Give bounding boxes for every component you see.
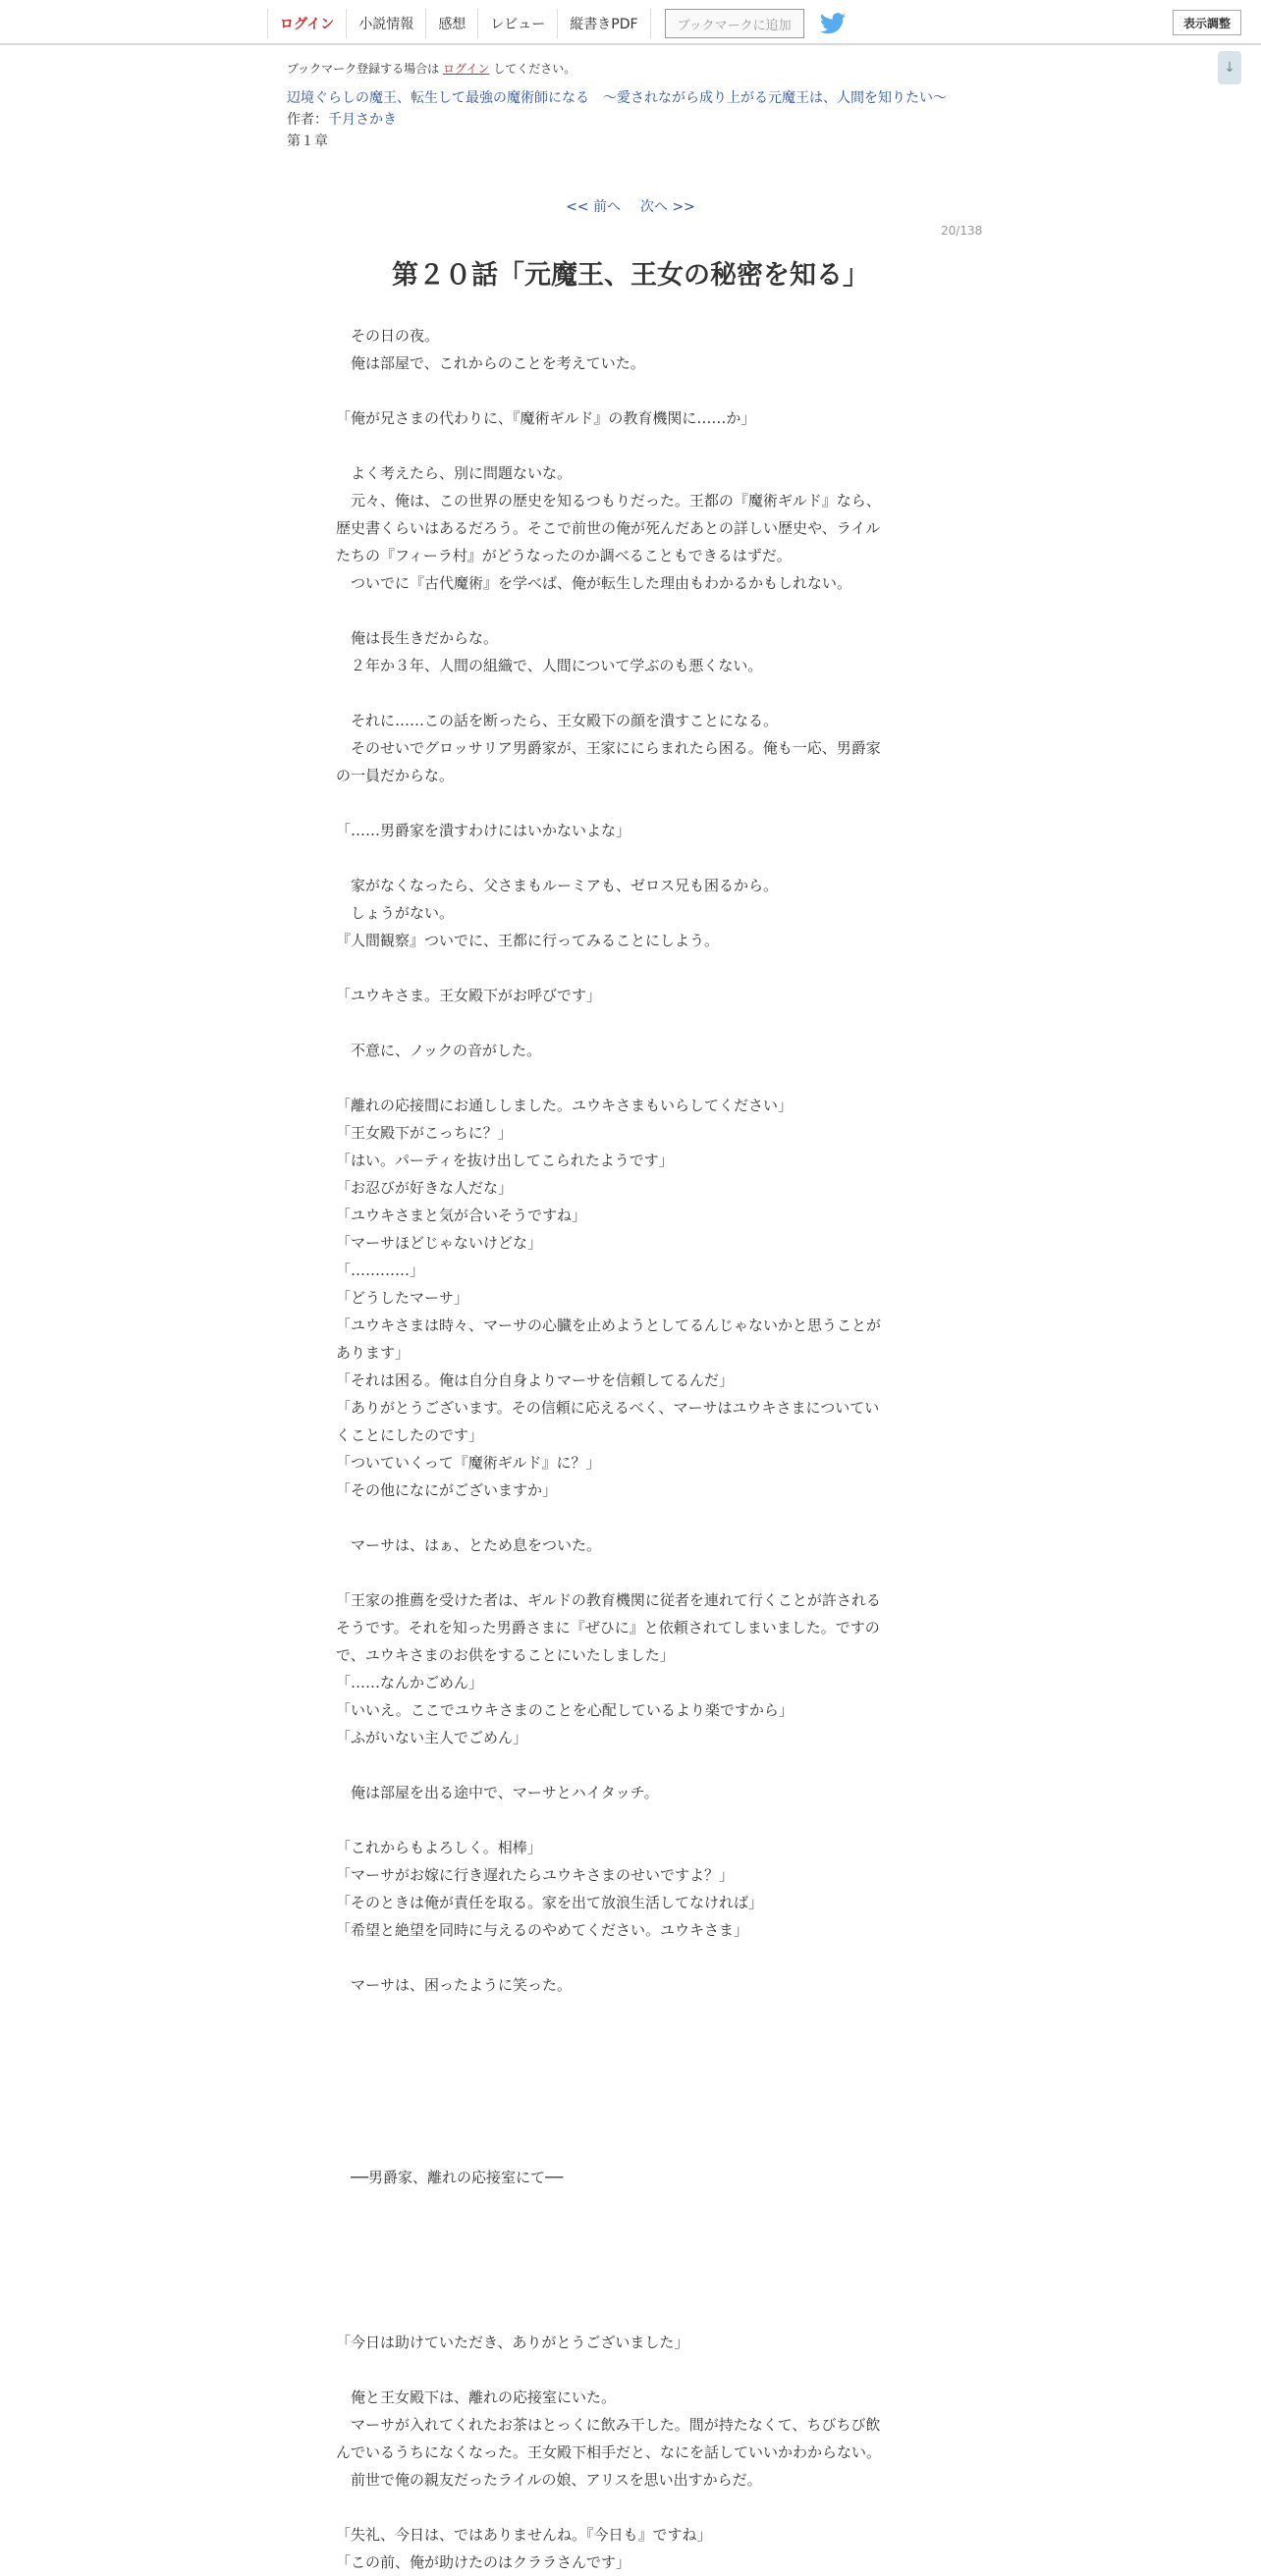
body-line	[336, 2081, 925, 2109]
body-line: マーサが入れてくれたお茶はとっくに飲み干した。間が持たなくて、ちびちび飲	[336, 2416, 881, 2434]
body-line: くことにしたのです」	[336, 1426, 484, 1444]
body-line: ２年か３年、人間の組織で、人間について学ぶのも悪くない。	[336, 657, 763, 674]
body-line: それに……この話を断ったら、王女殿下の顔を潰すことになる。	[336, 712, 779, 729]
add-bookmark-button[interactable]: ブックマークに追加	[665, 9, 804, 38]
novel-title-link[interactable]: 辺境ぐらしの魔王、転生して最強の魔術師になる 〜愛されながら成り上がる元魔王は、人間を知りたい〜	[287, 90, 947, 106]
bookmark-notice-before: ブックマーク登録する場合は	[287, 62, 440, 76]
body-line: 「はい。パーティを抜け出してこられたようです」	[336, 1152, 674, 1169]
impressions-link[interactable]: 感想	[425, 9, 477, 38]
body-line: 「……男爵家を潰すわけにはいかないよな」	[336, 822, 631, 839]
body-line: 「これからもよろしく。相棒」	[336, 1839, 542, 1856]
body-line: 「ユウキさま。王女殿下がお呼びです」	[336, 987, 602, 1004]
bookmark-notice-after: してください。	[493, 62, 576, 76]
body-line: 「失礼、今日は、ではありませんね。『今日も』ですね」	[336, 2526, 712, 2544]
body-line: その日の夜。	[336, 327, 440, 345]
body-line	[336, 1559, 925, 1586]
body-line: 元々、俺は、この世界の歴史を知るつもりだった。王都の『魔術ギルド』なら、	[336, 492, 881, 510]
body-line	[336, 954, 925, 982]
body-line: 俺は部屋で、これからのことを考えていた。	[336, 354, 645, 372]
chapter-label: 第１章	[287, 134, 328, 149]
body-line: 「その他になにがございますか」	[336, 1481, 558, 1499]
body-line: 「ありがとうございます。その信頼に応えるべく、マーサはユウキさまについてい	[336, 1399, 880, 1417]
body-line: 「離れの応接間にお通ししました。ユウキさまもいらしてください」	[336, 1097, 794, 1114]
body-line: の一員だからな。	[336, 767, 455, 784]
body-line	[336, 1064, 925, 1092]
body-line: 「この前、俺が助けたのはクララさんです」	[336, 2553, 631, 2571]
body-line: 「ユウキさまは時々、マーサの心臓を止めようとしてるんじゃないかと思うことが	[336, 1316, 882, 1334]
author-label: 作者：	[287, 112, 328, 128]
body-line: 「……なんかごめん」	[336, 1674, 484, 1691]
body-line: 歴史書くらいはあるだろう。そこで前世の俺が死んだあとの詳しい歴史や、ライル	[336, 519, 881, 537]
body-line	[336, 679, 925, 707]
body-line: 「俺が兄さまの代わりに、『魔術ギルド』の教育機関に……か」	[336, 409, 756, 427]
body-line: 「どうしたマーサ」	[336, 1289, 469, 1307]
prev-link[interactable]: << 前へ	[566, 199, 621, 215]
display-adjust-button[interactable]: 表示調整	[1173, 10, 1241, 35]
twitter-icon[interactable]	[820, 13, 846, 34]
chapter-title: 第２０話「元魔王、王女の秘密を知る」	[392, 260, 869, 291]
body-line: 「そのときは俺が責任を取る。家を出て放浪生活してなければ」	[336, 1894, 764, 1911]
body-line	[336, 1009, 925, 1037]
review-link[interactable]: レビュー	[477, 9, 557, 38]
body-line	[336, 597, 925, 624]
body-line: んでいるうちになくなった。王女殿下相手だと、なにを話していいかわからない。	[336, 2443, 882, 2461]
body-line: で、ユウキさまのお供をすることにいたしました」	[336, 1646, 675, 1664]
body-line: 「ついていくって『魔術ギルド』に？」	[336, 1454, 601, 1472]
body-line: 俺は部屋を出る途中で、マーサとハイタッチ。	[336, 1784, 659, 1801]
body-line: 「…………」	[336, 1261, 425, 1279]
page-count: 20/138	[941, 224, 983, 238]
body-line: 「王家の推薦を受けた者は、ギルドの教育機関に従者を連れて行くことが許される	[336, 1591, 881, 1609]
body-line	[336, 2219, 925, 2246]
body-line: 家がなくなったら、父さまもルーミアも、ゼロス兄も困るから。	[336, 877, 779, 894]
body-line	[336, 2301, 925, 2329]
bookmark-login-link[interactable]: ログイン	[443, 62, 490, 76]
novel-body	[336, 322, 925, 2576]
login-link[interactable]: ログイン	[267, 9, 346, 38]
body-line: 「希望と絶望を同時に与えるのやめてください。ユウキさま」	[336, 1921, 749, 1939]
body-line: 「王女殿下がこっちに？」	[336, 1124, 513, 1142]
body-line: ついでに『古代魔術』を学べば、俺が転生した理由もわかるかもしれない。	[336, 574, 852, 592]
body-line: マーサは、困ったように笑った。	[336, 1976, 573, 1994]
body-line: あります」	[336, 1344, 411, 1362]
body-line: しょうがない。	[336, 904, 455, 922]
bookmark-notice	[287, 61, 994, 77]
body-line	[336, 2246, 925, 2274]
body-line	[336, 432, 925, 459]
body-line: 「お忍びが好きな人だな」	[336, 1179, 514, 1197]
body-line	[336, 2356, 925, 2384]
body-line	[336, 2191, 925, 2219]
body-line: ──男爵家、離れの応接室にて──	[336, 2169, 564, 2186]
body-line: 「いいえ。ここでユウキさまのことを心配しているより楽ですから」	[336, 1701, 794, 1719]
body-line: そのせいでグロッサリア男爵家が、王家ににらまれたら困る。俺も一応、男爵家	[336, 739, 881, 757]
body-line: よく考えたら、別に問題ないな。	[336, 464, 573, 482]
body-line	[336, 844, 925, 872]
body-line: 「ふがいない主人でごめん」	[336, 1729, 528, 1746]
next-link[interactable]: 次へ >>	[640, 199, 695, 215]
body-line: 前世で俺の親友だったライルの娘、アリスを思い出すからだ。	[336, 2471, 762, 2489]
body-line	[336, 377, 925, 404]
novel-info-link[interactable]: 小説情報	[346, 9, 425, 38]
body-line	[336, 2274, 925, 2301]
body-line: 「マーサほどじゃないけどな」	[336, 1234, 543, 1252]
author-link[interactable]: 千月さかき	[328, 112, 397, 128]
body-line: 「今日は助けていただき、ありがとうございました」	[336, 2334, 689, 2351]
body-line	[336, 1751, 925, 1779]
scroll-down-button[interactable]: ↓	[1218, 51, 1241, 84]
pager	[0, 196, 1261, 216]
body-line	[336, 2054, 925, 2081]
novel-meta	[287, 61, 994, 151]
body-line	[336, 2109, 925, 2136]
body-line: 『人間観察』ついでに、王都に行ってみることにしよう。	[336, 932, 720, 949]
author-line	[287, 110, 994, 130]
body-line	[336, 2136, 925, 2164]
body-line: 俺と王女殿下は、離れの応接室にいた。	[336, 2388, 617, 2406]
body-line: 「ユウキさまと気が合いそうですね」	[336, 1207, 587, 1224]
body-line	[336, 1944, 925, 1971]
body-line: 「マーサがお嫁に行き遅れたらユウキさまのせいですよ？」	[336, 1866, 735, 1884]
body-line: たちの『フィーラ村』がどうなったのか調べることもできるはずだ。	[336, 547, 792, 564]
vertical-pdf-link[interactable]: 縦書きPDF	[557, 9, 650, 38]
body-line	[336, 1999, 925, 2026]
top-bar	[0, 0, 1261, 45]
body-line	[336, 789, 925, 817]
body-line: 俺は長生きだからな。	[336, 629, 499, 647]
body-line	[336, 2494, 925, 2521]
body-line: 「それは困る。俺は自分自身よりマーサを信頼してるんだ」	[336, 1371, 735, 1389]
body-line: 不意に、ノックの音がした。	[336, 1042, 541, 1059]
body-line	[336, 1806, 925, 1834]
body-line	[336, 1504, 925, 1531]
body-line: マーサは、はぁ、とため息をついた。	[336, 1536, 602, 1554]
nav-menu	[267, 6, 846, 41]
body-line	[336, 2026, 925, 2054]
body-line: そうです。それを知った男爵さまに『ぜひに』と依頼されてしまいました。ですの	[336, 1619, 880, 1637]
